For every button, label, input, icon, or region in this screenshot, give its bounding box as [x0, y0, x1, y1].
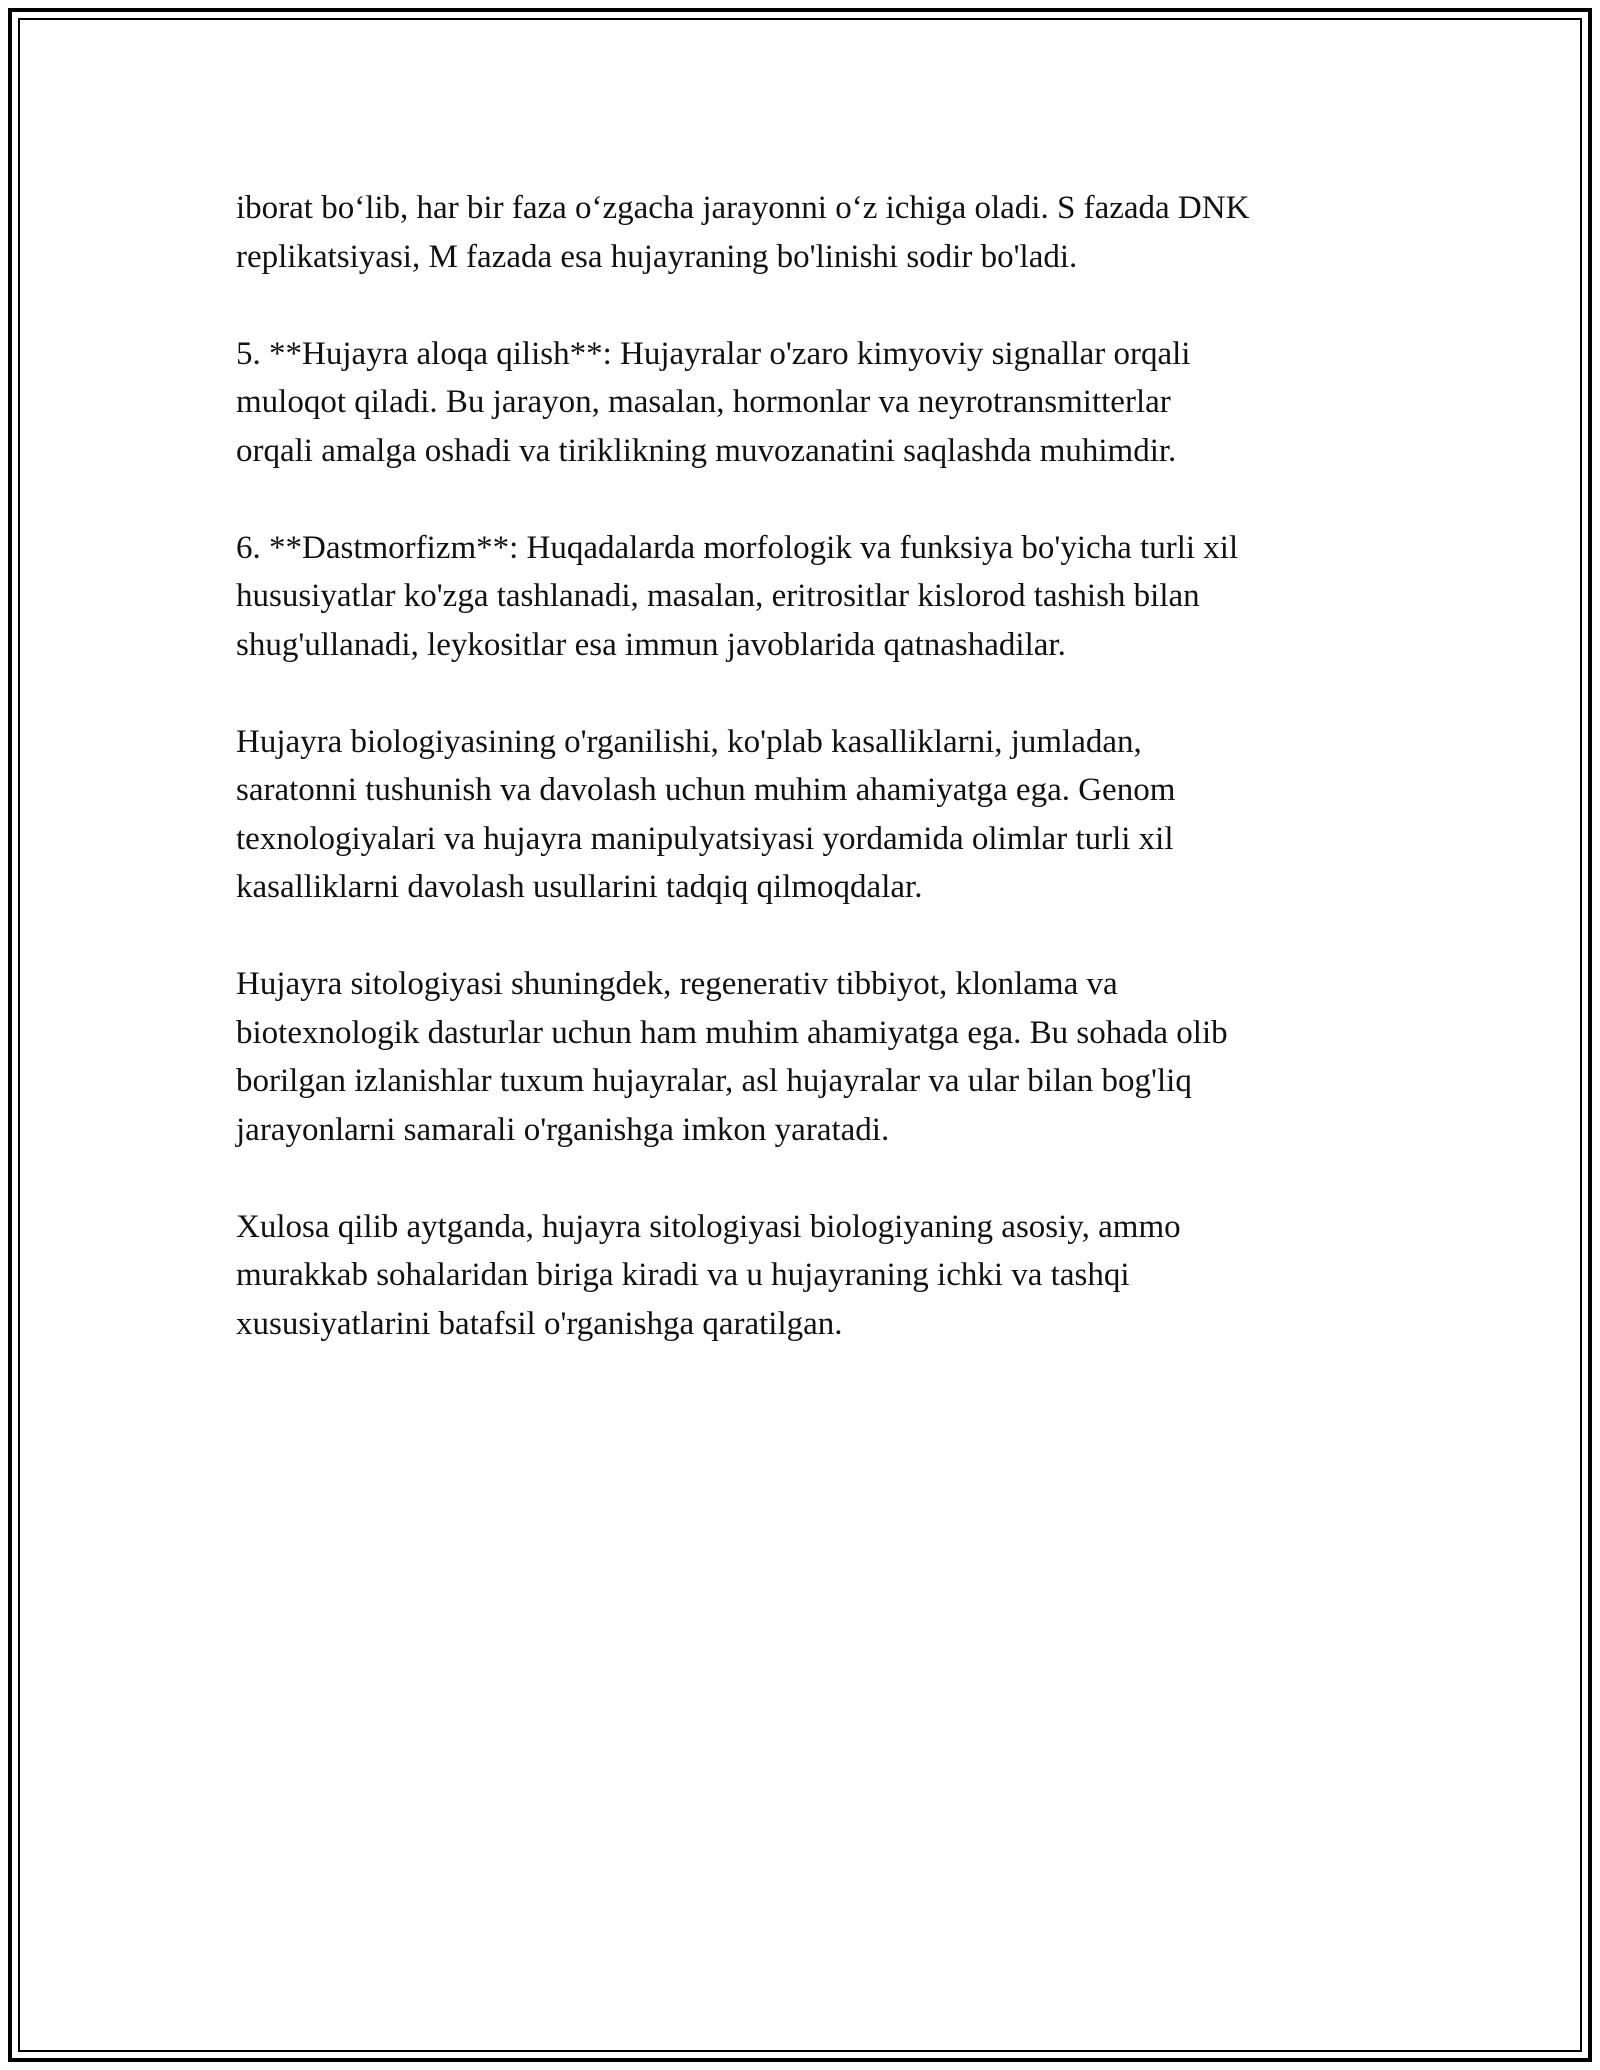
paragraph-regenerative-medicine	[236, 960, 1376, 1154]
text-line: hususiyatlar ko'zga tashlanadi, masalan, eritrositlar kislorod tashish bilan	[236, 578, 1200, 614]
text-line: muloqot qiladi. Bu jarayon, masalan, hormonlar va neyrotransmitterlar	[236, 384, 1171, 420]
text-line: murakkab sohalaridan biriga kiradi va u hujayraning ichki va tashqi	[236, 1257, 1130, 1293]
paragraph-cell-cycle-continuation	[236, 184, 1376, 281]
text-line: 6. **Dastmorfizm**: Huqadalarda morfologik va funksiya bo'yicha turli xil	[236, 529, 1239, 566]
text-line: biotexnologik dasturlar uchun ham muhim ahamiyatga ega. Bu sohada olib	[236, 1014, 1228, 1051]
text-line: Hujayra sitologiyasi shuningdek, regenerativ tibbiyot, klonlama va	[236, 966, 1118, 1002]
paragraph-conclusion	[236, 1203, 1376, 1349]
text-line: 5. **Hujayra aloqa qilish**: Hujayralar o'zaro kimyoviy signallar orqali	[236, 335, 1191, 372]
text-line: saratonni tushunish va davolash uchun muhim ahamiyatga ega. Genom	[236, 772, 1176, 808]
text-line: jarayonlarni samarali o'rganishga imkon yaratadi.	[236, 1111, 890, 1148]
text-line: orqali amalga oshadi va tiriklikning muvozanatini saqlashda muhimdir.	[236, 432, 1177, 469]
text-line: kasalliklarni davolash usullarini tadqiq qilmoqdalar.	[236, 869, 923, 905]
text-line: borilgan izlanishlar tuxum hujayralar, asl hujayralar va ular bilan bog'liq	[236, 1063, 1192, 1099]
text-line: xususiyatlarini batafsil o'rganishga qaratilgan.	[236, 1305, 843, 1342]
paragraph-cell-communication	[236, 330, 1376, 476]
text-line: Hujayra biologiyasining o'rganilishi, ko'plab kasalliklarni, jumladan,	[236, 723, 1142, 760]
text-line: iborat bo‘lib, har bir faza o‘zgacha jarayonni o‘z ichiga oladi. S fazada DNK	[236, 190, 1250, 226]
text-line: Xulosa qilib aytganda, hujayra sitologiyasi biologiyaning asosiy, ammo	[236, 1208, 1181, 1245]
document-body	[236, 184, 1376, 1397]
paragraph-cell-biology-importance	[236, 718, 1376, 912]
text-line: replikatsiyasi, M fazada esa hujayraning bo'linishi sodir bo'ladi.	[236, 238, 1078, 275]
paragraph-dastmorfizm	[236, 524, 1376, 670]
text-line: shug'ullanadi, leykositlar esa immun javoblarida qatnashadilar.	[236, 626, 1066, 663]
text-line: texnologiyalari va hujayra manipulyatsiyasi yordamida olimlar turli xil	[236, 820, 1174, 857]
